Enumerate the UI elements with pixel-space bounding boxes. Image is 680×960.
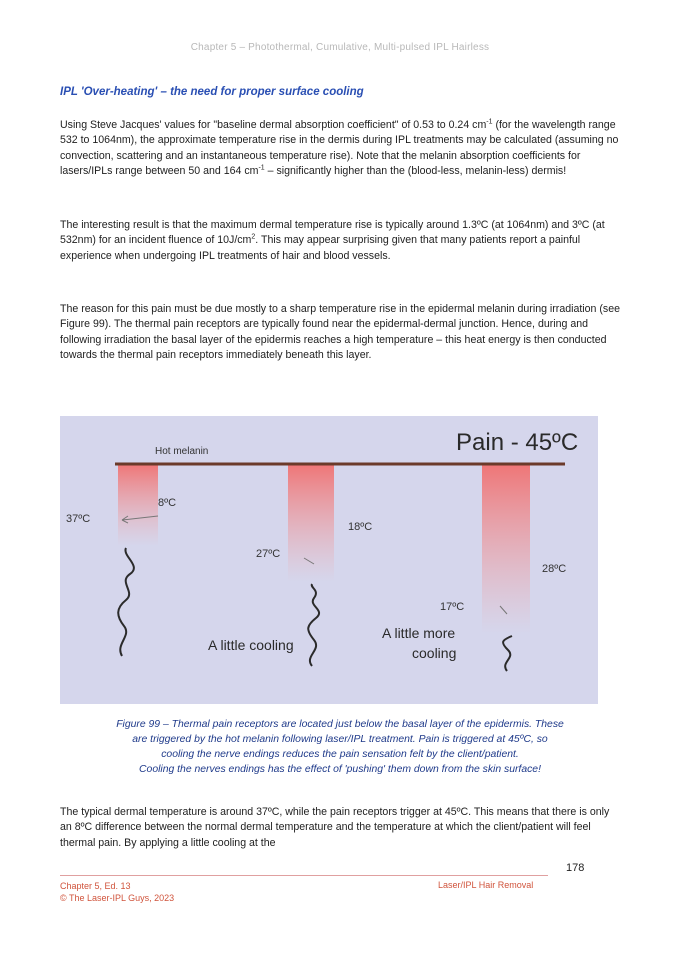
pain-threshold-title: Pain - 45ºC [456,429,579,456]
section-heading: IPL 'Over-heating' – the need for proper surface cooling [60,86,364,98]
temp-label-37: 37ºC [66,513,91,525]
figure-illustration [60,416,598,704]
cooling-label-more-line2: cooling [412,645,457,661]
nerve-ending-left [118,548,134,656]
hot-melanin-label: Hot melanin [155,446,209,457]
delta-label-18: 18ºC [348,521,373,533]
delta-label-8: 8ºC [158,497,177,509]
running-head: Chapter 5 – Photothermal, Cumulative, Multi-pulsed IPL Hairless [190,42,490,53]
nerve-ending-middle [308,584,319,666]
heat-plume-right [482,464,530,634]
temp-label-27: 27ºC [256,548,281,560]
heat-plume-middle [288,464,334,582]
footer-copyright: © The Laser-IPL Guys, 2023 [60,893,175,903]
figure-caption: Figure 99 – Thermal pain receptors are located just below the basal layer of the epidermis. These are triggered by the hot melanin following laser/IPL treatment. Pain is triggered at 45ºC, so cooling the nerve endings reduces the pain sensation felt by the client/patient. Cooling the nerves endings has the effect of 'pushing' them down from the skin surface! [116,719,564,775]
footer-book-title: Laser/IPL Hair Removal [438,880,534,890]
nerve-ending-right [503,636,512,671]
paragraph-2: The interesting result is that the maximum dermal temperature rise is typically around 1.3ºC (at 1064nm) and 3ºC (at 532nm) for an incident fluence of $10J/cm^2$. This may appear surprising given that many patients report a painful experience when undergoing IPL treatments of hair and blood vessels. [60,219,605,262]
heat-plume-left [118,464,158,546]
paragraph-1: Using Steve Jacques' values for "baseline dermal absorption coefficient" of 0.53 to 0.24 $cm^{-1}$ (for the wavelength range 532 to 1064nm), the approximate temperature rise in the dermis during IPL treatments may be calculated (assuming no convection, scattering and an instantaneous temperature rise). Note that the melanin absorption coefficients for lasers/IPLs range between 50 and 164 $cm^{-1}$ – significantly higher than the (blood-less, melanin-less) dermis! [60,118,619,178]
cooling-label-more-line1: A little more [382,625,456,641]
paragraph-3: The reason for this pain must be due mostly to a sharp temperature rise in the epidermal melanin during irradiation (see Figure 99). The thermal pain receptors are typically found near the epidermal-dermal junction. Hence, during and following irradiation the basal layer of the epidermis reaches a high temperature – this heat energy is then conducted towards the thermal pain receptors immediately beneath this layer. [60,303,620,362]
page-number: 178 [566,862,585,874]
paragraph-4: The typical dermal temperature is around 37ºC, while the pain receptors trigger at 45ºC. This means that there is only an 8ºC difference between the normal dermal temperature and the temperature at which the client/patient will feel thermal pain. By applying a little cooling at the [60,806,610,849]
temp-label-17: 17ºC [440,601,465,613]
footer-left [60,880,174,904]
footer-chapter: Chapter 5, Ed. 13 [60,881,131,891]
figure-99-pain-receptors [60,416,598,704]
delta-label-28: 28ºC [542,563,567,575]
cooling-label-little: A little cooling [208,637,294,653]
footer-divider [60,875,548,876]
